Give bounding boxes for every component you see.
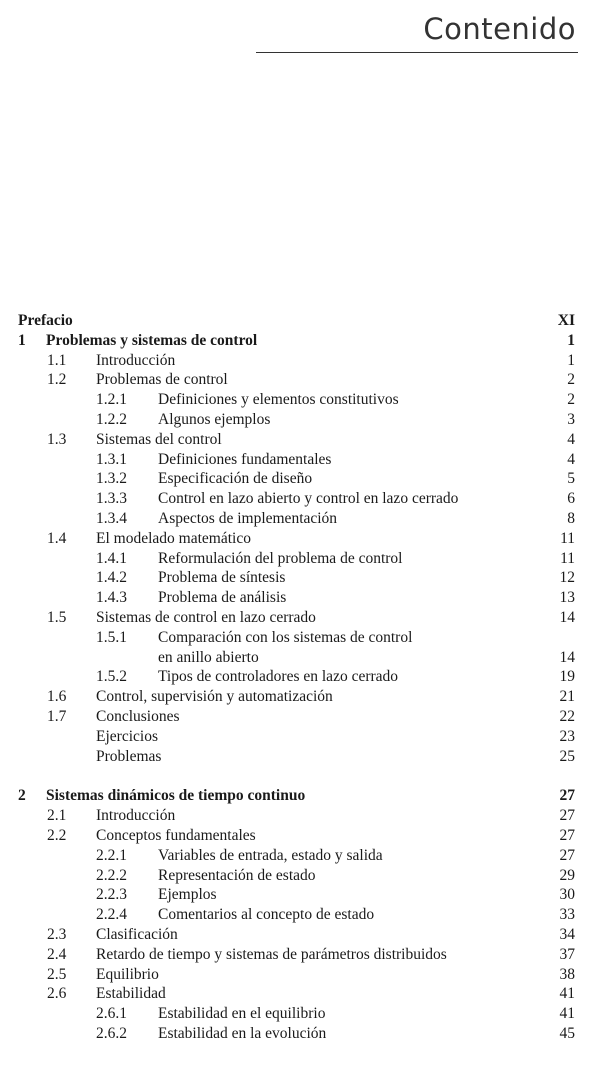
toc-entry-page: 12 (559, 569, 575, 587)
toc-entry-row (0, 549, 600, 569)
toc-entry-title: Sistemas dinámicos de tiempo continuo (46, 787, 306, 805)
toc-entry-page: 2 (567, 391, 575, 409)
toc-entry-row (0, 667, 600, 687)
toc-entry-title: Especificación de diseño (158, 470, 313, 488)
toc-entry-page: 6 (567, 490, 575, 508)
toc-entry-number: 1.1 (47, 351, 67, 369)
toc-entry-title: Introducción (96, 807, 176, 825)
toc-entry-page: 2 (567, 371, 575, 389)
toc-entry-page: 21 (559, 688, 575, 706)
toc-entry-page: 38 (559, 965, 575, 983)
toc-chapter-row (0, 311, 600, 331)
toc-entry-row (0, 489, 600, 509)
toc-entry-number: 1.4.2 (96, 569, 127, 587)
toc-entry-number: 2.4 (47, 945, 67, 963)
toc-entry-page: 37 (559, 945, 575, 963)
toc-entry-page: XI (557, 312, 575, 329)
toc-entry-title: Algunos ejemplos (158, 410, 271, 428)
toc-entry-title: Estabilidad (96, 985, 166, 1003)
title-rule (256, 52, 578, 53)
toc-entry-title: Equilibrio (96, 965, 159, 983)
toc-entry-title: Ejemplos (158, 886, 217, 904)
toc-entry-row (0, 509, 600, 529)
toc-entry-row (0, 984, 600, 1004)
toc-entry-title (158, 628, 412, 668)
toc-entry-title: Conceptos fundamentales (96, 826, 256, 844)
toc-entry-number: 1.3 (47, 430, 67, 448)
toc-entry-page: 41 (559, 985, 575, 1003)
toc-entry-row (0, 450, 600, 470)
toc-entry-title: Representación de estado (158, 866, 316, 884)
toc-entry-row (0, 826, 600, 846)
toc-entry-row (0, 588, 600, 608)
toc-entry-title: Definiciones y elementos constitutivos (158, 391, 399, 409)
toc-entry-page: 13 (559, 589, 575, 607)
toc-entry-title: Tipos de controladores en lazo cerrado (158, 668, 399, 686)
toc-entry-number: 1.4.3 (96, 589, 127, 607)
toc-entry-page: 5 (567, 470, 575, 488)
toc-entry-row (0, 885, 600, 905)
toc-entry-number: 1.2 (47, 371, 67, 389)
toc-entry-page: 27 (559, 846, 575, 864)
toc-entry-number: 1.5.2 (96, 668, 127, 686)
toc-entry-number: 2.6.1 (96, 1005, 127, 1023)
toc-entry-page: 1 (567, 351, 575, 369)
toc-entry-row (0, 905, 600, 925)
toc-entry-number: 1.5 (47, 608, 67, 626)
table-of-contents (0, 311, 600, 1044)
toc-entry-row (0, 866, 600, 886)
toc-entry-number: 2.3 (47, 925, 67, 943)
toc-entry-page: 33 (559, 906, 575, 924)
toc-entry-row (0, 469, 600, 489)
toc-entry-page: 30 (559, 886, 575, 904)
toc-entry-number: 2.2 (47, 826, 67, 844)
toc-entry-title: Clasificación (96, 925, 178, 943)
toc-entry-page: 1 (567, 331, 575, 349)
toc-entry-number: 1.3.3 (96, 490, 127, 508)
toc-entry-number: 2 (18, 787, 26, 805)
toc-entry-number: 1.4.1 (96, 549, 127, 567)
toc-entry-number: 2.2.2 (96, 866, 127, 884)
toc-entry-title: Problema de síntesis (158, 569, 286, 587)
toc-entry-row (0, 410, 600, 430)
toc-entry-row (0, 568, 600, 588)
toc-entry-title: Estabilidad en el equilibrio (158, 1005, 326, 1023)
toc-entry-number: 2.5 (47, 965, 67, 983)
toc-entry-number: 1.3.1 (96, 450, 127, 468)
toc-entry-row (0, 529, 600, 549)
toc-entry-number: 1.6 (47, 688, 67, 706)
toc-entry-title: El modelado matemático (96, 529, 251, 547)
toc-entry-title: Retardo de tiempo y sistemas de parámetros distribuidos (96, 945, 447, 963)
toc-entry-page: 8 (567, 509, 575, 527)
toc-entry-page: 23 (559, 727, 575, 745)
toc-entry-title: Conclusiones (96, 707, 180, 725)
toc-entry-row (0, 430, 600, 450)
toc-entry-title: Sistemas de control en lazo cerrado (96, 608, 316, 626)
toc-entry-title: Control en lazo abierto y control en lazo cerrado (158, 490, 459, 508)
toc-entry-page: 22 (559, 707, 575, 725)
toc-entry-title: Control, supervisión y automatización (96, 688, 333, 706)
toc-entry-title-line1: Comparación con los sistemas de control (158, 628, 413, 646)
toc-entry-title: Aspectos de implementación (158, 509, 338, 527)
toc-entry-page: 41 (559, 1005, 575, 1023)
toc-entry-row (0, 370, 600, 390)
toc-chapter-row (0, 786, 600, 806)
toc-entry-number: 1.5.1 (96, 628, 127, 646)
toc-entry-title: Reformulación del problema de control (158, 549, 403, 567)
toc-entry-row (0, 687, 600, 707)
toc-entry-title: Variables de entrada, estado y salida (158, 846, 383, 864)
toc-entry-page: 27 (559, 787, 575, 805)
toc-entry-row (0, 727, 600, 747)
toc-entry-number: 1 (18, 331, 26, 349)
toc-entry-title-line2: en anillo abierto (158, 648, 259, 666)
toc-entry-number: 1.3.4 (96, 509, 127, 527)
toc-entry-title: Estabilidad en la evolución (158, 1024, 327, 1042)
toc-entry-number: 1.2.1 (96, 391, 127, 409)
toc-entry-title: Problema de análisis (158, 589, 287, 607)
toc-entry-title: Problemas de control (96, 371, 228, 389)
toc-entry-page: 11 (560, 549, 575, 567)
toc-entry-row (0, 628, 600, 668)
toc-entry-page: 4 (567, 430, 575, 448)
toc-entry-row (0, 1024, 600, 1044)
toc-entry-row (0, 707, 600, 727)
toc-entry-number: 1.4 (47, 529, 67, 547)
toc-entry-page: 14 (559, 648, 575, 666)
toc-entry-page: 34 (559, 925, 575, 943)
toc-entry-number: 2.1 (47, 807, 67, 825)
toc-entry-number: 2.2.3 (96, 886, 127, 904)
toc-entry-row (0, 945, 600, 965)
toc-entry-row (0, 1004, 600, 1024)
toc-entry-page: 27 (559, 826, 575, 844)
toc-entry-page: 25 (559, 747, 575, 765)
toc-entry-title: Comentarios al concepto de estado (158, 906, 375, 924)
toc-entry-number: 2.6.2 (96, 1024, 127, 1042)
toc-entry-row (0, 351, 600, 371)
toc-entry-page: 19 (559, 668, 575, 686)
toc-entry-page: 29 (559, 866, 575, 884)
toc-entry-number: 1.3.2 (96, 470, 127, 488)
toc-entry-number: 2.2.4 (96, 906, 127, 924)
toc-entry-title: Problemas y sistemas de control (46, 331, 258, 349)
toc-entry-row (0, 806, 600, 826)
toc-entry-title: Definiciones fundamentales (158, 450, 332, 468)
toc-entry-page: 11 (560, 529, 575, 547)
toc-entry-number: 1.2.2 (96, 410, 127, 428)
toc-chapter-row (0, 331, 600, 351)
toc-entry-row (0, 608, 600, 628)
toc-entry-row (0, 925, 600, 945)
toc-entry-title: Problemas (96, 747, 162, 765)
toc-entry-page: 45 (559, 1024, 575, 1042)
toc-entry-number: 2.2.1 (96, 846, 127, 864)
toc-entry-title: Prefacio (18, 312, 73, 329)
toc-entry-title: Ejercicios (96, 727, 158, 745)
toc-entry-row (0, 390, 600, 410)
toc-entry-row (0, 846, 600, 866)
page-title: Contenido (423, 12, 576, 46)
toc-entry-page: 3 (567, 410, 575, 428)
toc-entry-number: 1.7 (47, 707, 67, 725)
toc-entry-title: Introducción (96, 351, 176, 369)
toc-entry-page: 27 (559, 807, 575, 825)
toc-entry-number: 2.6 (47, 985, 67, 1003)
toc-entry-title: Sistemas del control (96, 430, 222, 448)
toc-entry-page: 4 (567, 450, 575, 468)
toc-entry-row (0, 965, 600, 985)
toc-entry-page: 14 (559, 608, 575, 626)
toc-entry-row (0, 747, 600, 767)
